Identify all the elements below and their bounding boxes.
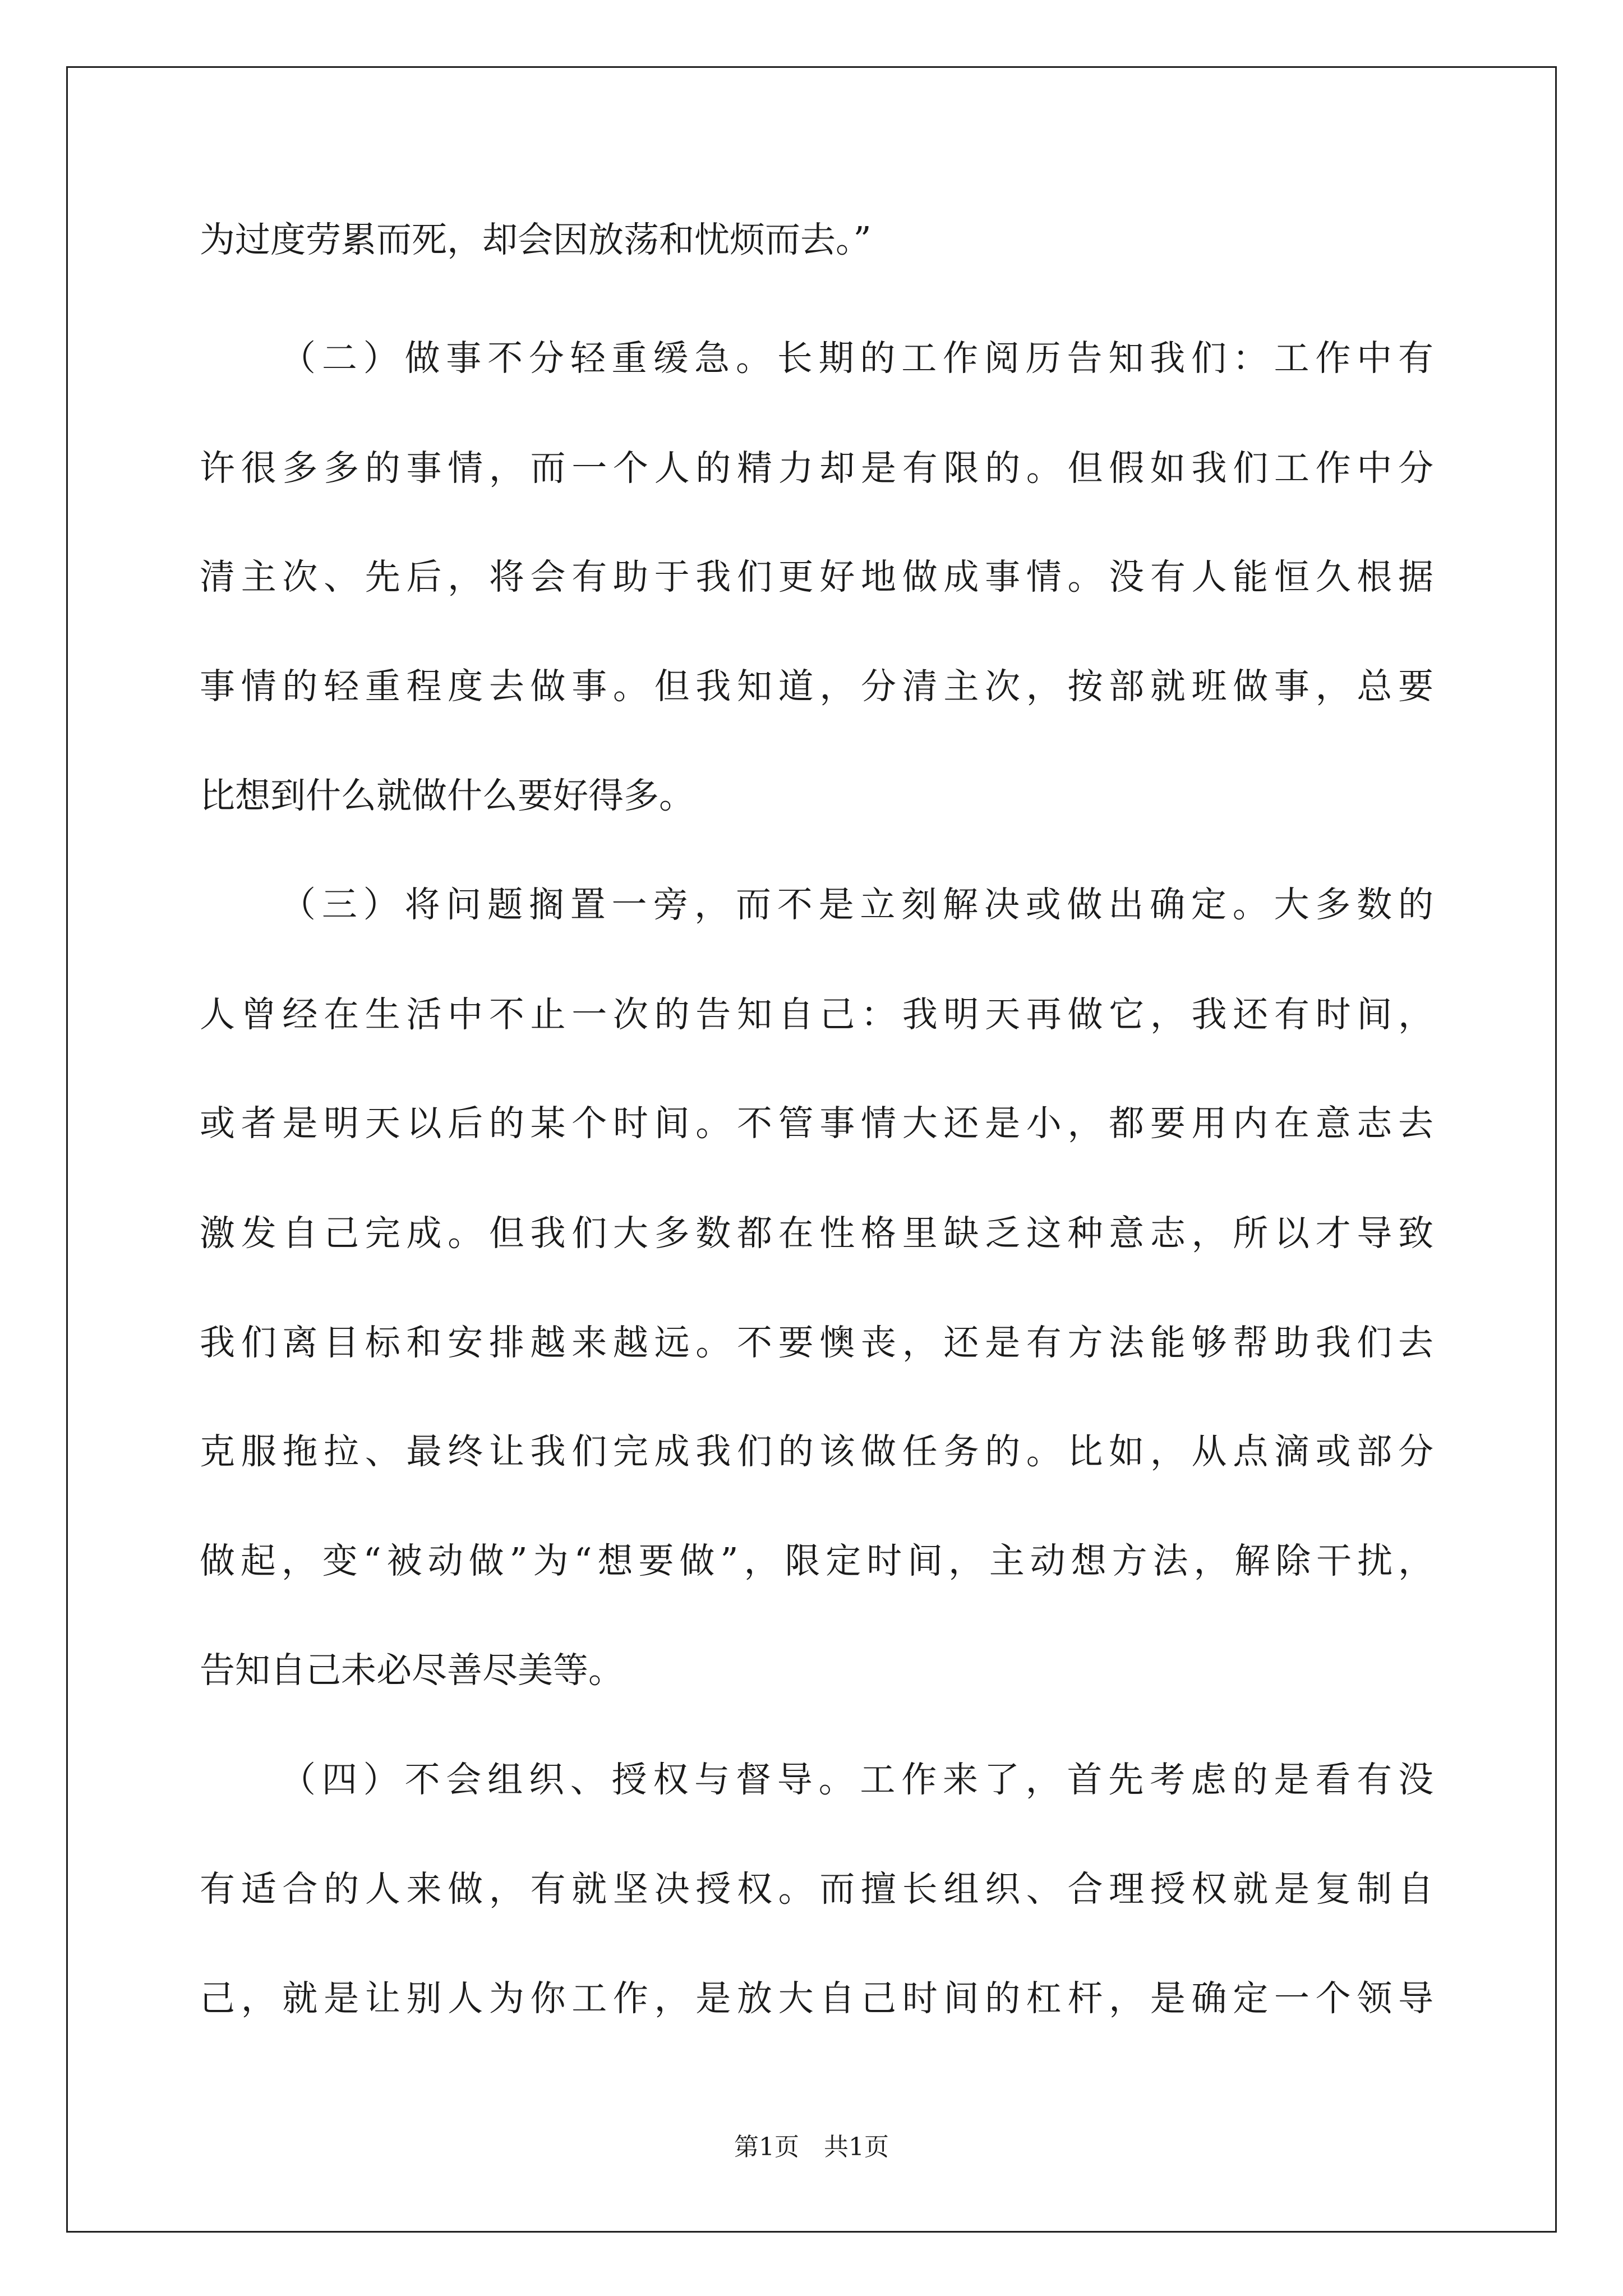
text-line: 为过度劳累而死，却会因放荡和忧烦而去。” [200,219,872,260]
text-line: 告知自己未必尽善尽美等。 [200,1650,624,1691]
paragraph-first-line: （二）做事不分轻重缓急。长期的工作阅历告知我们：工作中有 [280,338,1433,379]
page-number-footer: 第1页 共1页 [734,2133,889,2161]
text-line: 有适合的人来做，有就坚决授权。而擅长组织、合理授权就是复制自 [200,1869,1433,1910]
text-line: 做起，变“被动做”为“想要做”，限定时间，主动想方法，解除干扰， [200,1540,1433,1581]
text-line: 人曾经在生活中不止一次的告知自己：我明天再做它，我还有时间， [200,994,1433,1035]
text-line: 比想到什么就做什么要好得多。 [200,775,694,816]
text-line: 己，就是让别人为你工作，是放大自己时间的杠杆，是确定一个领导 [200,1978,1433,2019]
paragraph-first-line: （四）不会组织、授权与督导。工作来了，首先考虑的是看有没 [280,1759,1433,1800]
text-line: 或者是明天以后的某个时间。不管事情大还是小，都要用内在意志去 [200,1103,1433,1144]
text-line: 许很多多的事情，而一个人的精力却是有限的。但假如我们工作中分 [200,448,1433,489]
text-line: 激发自己完成。但我们大多数都在性格里缺乏这种意志，所以才导致 [200,1213,1433,1254]
text-line: 克服拖拉、最终让我们完成我们的该做任务的。比如，从点滴或部分 [200,1431,1433,1472]
text-line: 我们离目标和安排越来越远。不要懊丧，还是有方法能够帮助我们去 [200,1322,1433,1363]
text-line: 事情的轻重程度去做事。但我知道，分清主次，按部就班做事，总要 [200,666,1433,707]
paragraph-first-line: （三）将问题搁置一旁，而不是立刻解决或做出确定。大多数的 [280,884,1433,925]
text-line: 清主次、先后，将会有助于我们更好地做成事情。没有人能恒久根据 [200,556,1433,597]
